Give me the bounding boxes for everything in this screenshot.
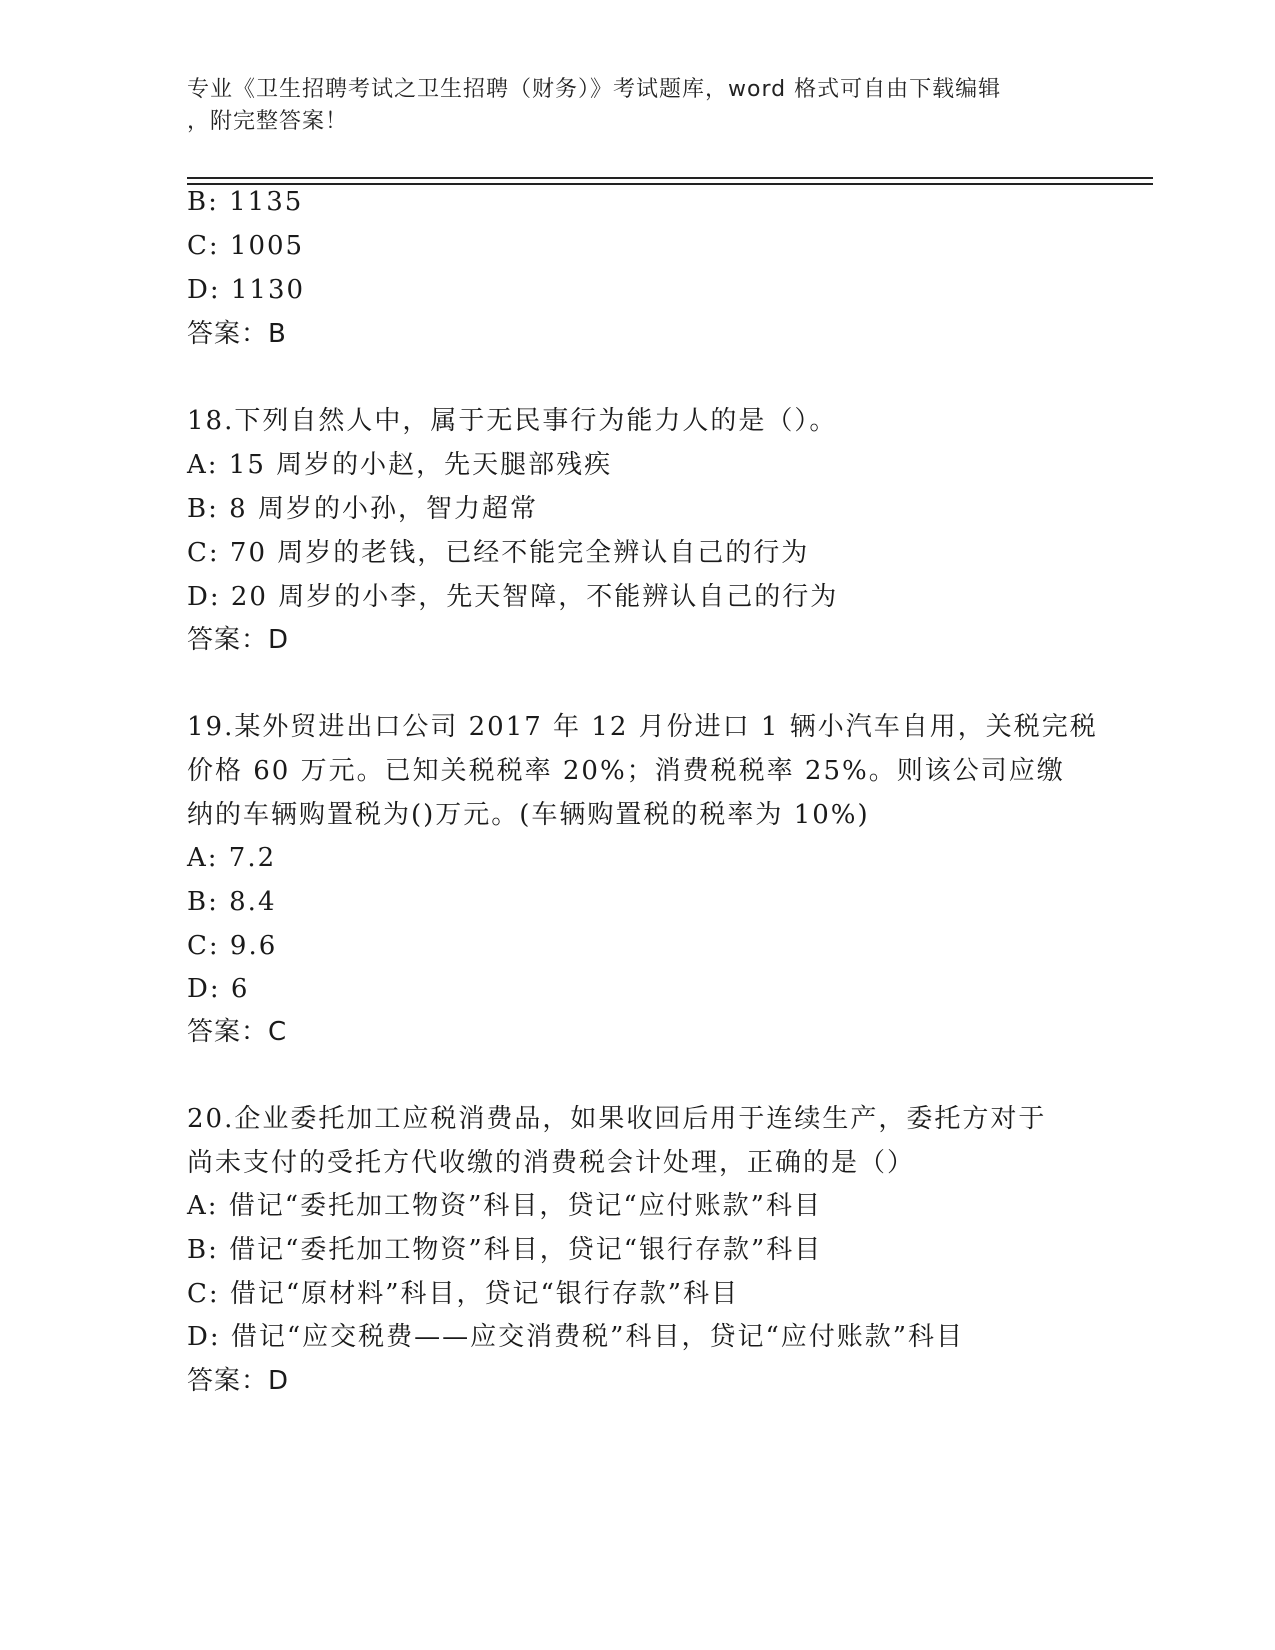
- q19-answer: 答案：C: [187, 1017, 288, 1047]
- q17-option-d: D: 1130: [187, 275, 306, 305]
- q19-option-a: A: 7.2: [187, 843, 277, 873]
- q20-option-b: B: 借记“委托加工物资”科目，贷记“银行存款”科目: [187, 1235, 823, 1265]
- q19-stem-line-2: 价格 60 万元。已知关税税率 20%；消费税税率 25%。则该公司应缴: [187, 756, 1065, 786]
- q20-stem-line-2: 尚未支付的受托方代收缴的消费税会计处理，正确的是（）: [187, 1148, 916, 1178]
- q19-option-b: B: 8.4: [187, 887, 277, 917]
- q19-stem-line-1: 19.某外贸进出口公司 2017 年 12 月份进口 1 辆小汽车自用，关税完税: [187, 712, 1098, 742]
- header-divider-bottom: [187, 183, 1153, 185]
- q18-stem: 18.下列自然人中，属于无民事行为能力人的是（）。: [187, 406, 838, 436]
- q17-answer: 答案：B: [187, 319, 287, 349]
- q18-option-a: A: 15 周岁的小赵，先天腿部残疾: [187, 450, 613, 480]
- q18-answer: 答案：D: [187, 625, 290, 655]
- q17-option-b: B: 1135: [187, 187, 304, 217]
- header-line-1: 专业《卫生招聘考试之卫生招聘（财务）》考试题库，word 格式可自由下载编辑: [187, 77, 1002, 102]
- q20-option-d: D: 借记“应交税费——应交消费税”科目，贷记“应付账款”科目: [187, 1322, 965, 1352]
- q18-option-c: C: 70 周岁的老钱，已经不能完全辨认自己的行为: [187, 538, 810, 568]
- header-line-2: ，附完整答案！: [187, 109, 349, 134]
- q18-option-d: D: 20 周岁的小李，先天智障，不能辨认自己的行为: [187, 582, 839, 612]
- q20-option-c: C: 借记“原材料”科目，贷记“银行存款”科目: [187, 1279, 740, 1309]
- q19-stem-line-3: 纳的车辆购置税为()万元。(车辆购置税的税率为 10%): [187, 800, 870, 830]
- q18-option-b: B: 8 周岁的小孙，智力超常: [187, 494, 538, 524]
- q17-option-c: C: 1005: [187, 231, 305, 261]
- header-divider-top: [187, 177, 1153, 179]
- q20-answer: 答案：D: [187, 1366, 290, 1396]
- q19-option-c: C: 9.6: [187, 931, 278, 961]
- document-header: [187, 74, 1067, 138]
- q19-option-d: D: 6: [187, 974, 250, 1004]
- q20-option-a: A: 借记“委托加工物资”科目，贷记“应付账款”科目: [187, 1191, 822, 1221]
- q20-stem-line-1: 20.企业委托加工应税消费品，如果收回后用于连续生产，委托方对于: [187, 1104, 1047, 1134]
